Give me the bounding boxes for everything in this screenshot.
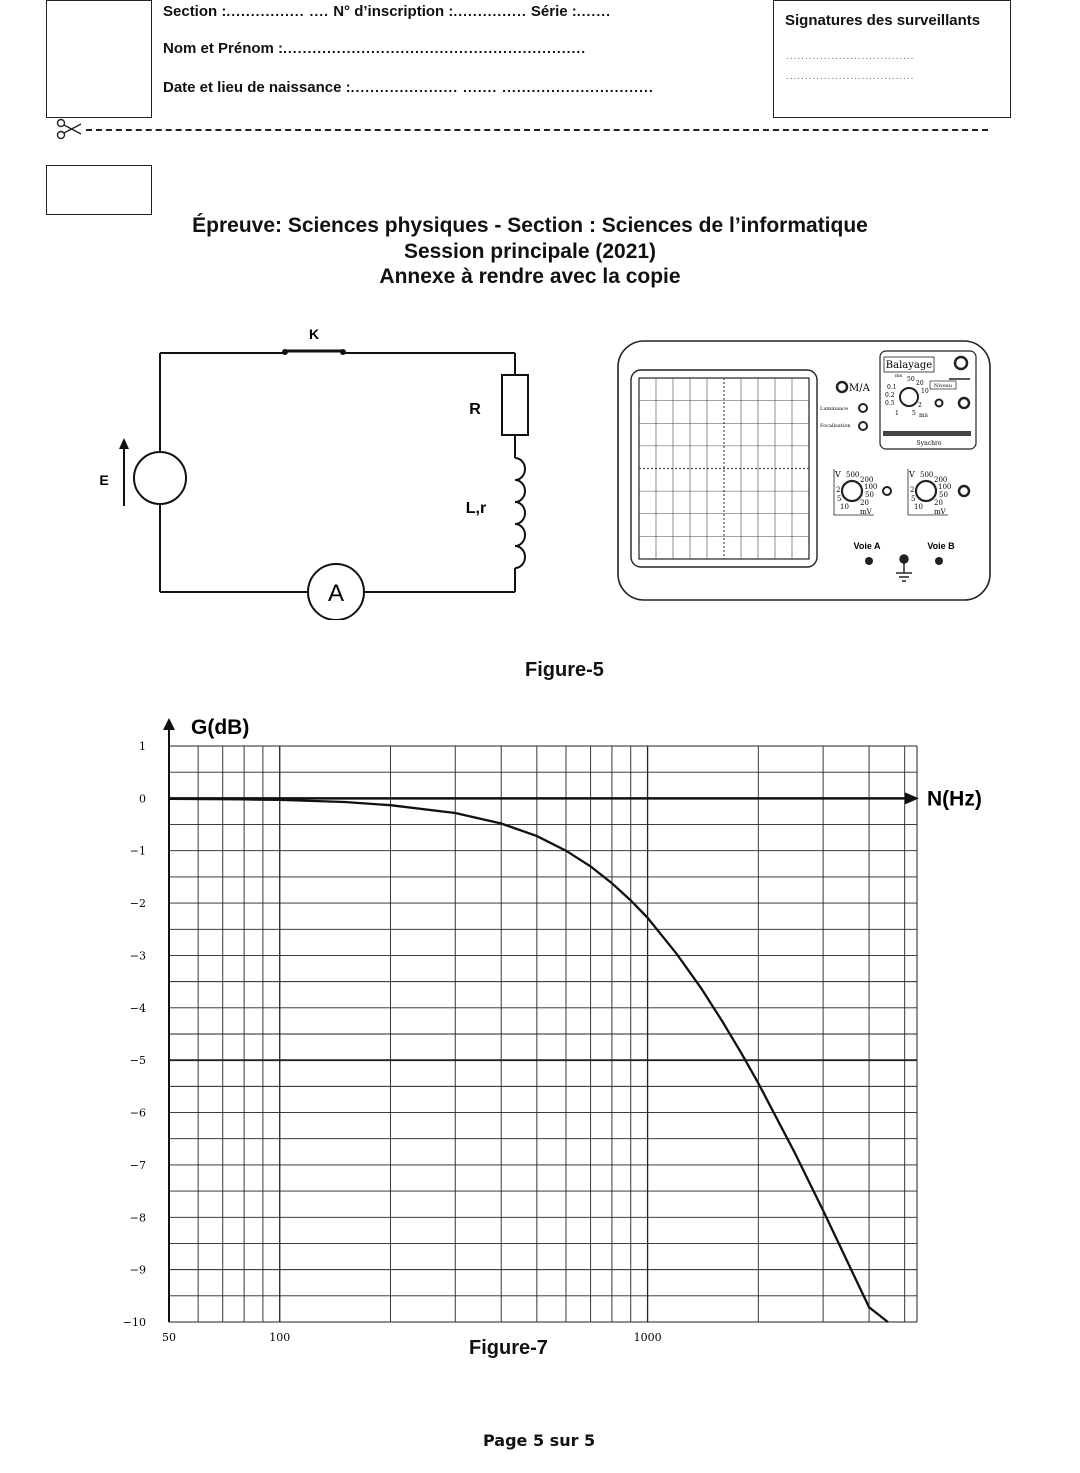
timebase-mark-2: 2	[918, 402, 922, 409]
figure-7-caption: Figure-7	[469, 1337, 548, 1359]
y-tick-label: −1	[129, 844, 146, 858]
photo-box	[46, 0, 152, 118]
resistor-label: R	[469, 401, 481, 418]
ma-label: M/A	[849, 383, 870, 394]
ammeter-label: A	[327, 580, 345, 607]
timebase-mark-05: 0.5	[885, 400, 895, 407]
channel-b-mark-50: 50	[939, 491, 948, 499]
exam-session: Session principale (2021)	[403, 240, 657, 263]
name-label: Nom et Prénom :	[163, 40, 284, 57]
channel-b-mark-5: 5	[911, 495, 916, 503]
channel-a-unit: V	[835, 470, 841, 479]
page-footer: Page 5 sur 5	[483, 1431, 596, 1450]
timebase-mark-10: 10	[921, 388, 929, 395]
name-dots: ..............................................................	[283, 40, 587, 56]
voie-b-label: Voie B	[927, 541, 955, 551]
timebase-unit: ms	[919, 412, 928, 419]
x-tick-label: 1000	[633, 1331, 662, 1344]
channel-a-unit-mv: mV	[860, 508, 872, 516]
synchro-label: Synchro	[916, 440, 942, 447]
x-tick-label: 100	[269, 1331, 291, 1344]
luminance-label: Luminance	[820, 406, 849, 412]
synchro-buttons[interactable]	[883, 431, 971, 436]
focalisation-label: Focalisation	[820, 423, 851, 429]
chart-ticks	[123, 740, 662, 1344]
channel-b-mark-10: 10	[914, 503, 923, 511]
voie-a-input[interactable]	[865, 557, 873, 565]
scissors-icon	[55, 118, 85, 140]
channel-a-mark-2: 2	[836, 486, 841, 494]
niveau-label: Niveau	[934, 383, 952, 389]
channel-b-mark-500: 500	[920, 471, 934, 479]
timebase-mark-1: 1	[895, 410, 899, 417]
y-tick-label: −3	[129, 949, 146, 963]
channel-a-mark-200: 200	[860, 476, 874, 484]
y-tick-label: −9	[129, 1263, 146, 1277]
channel-b-unit-mv: mV	[934, 508, 946, 516]
source-label: E	[99, 472, 109, 488]
chart-grid	[169, 746, 917, 1322]
section-dots: ................ ....	[226, 3, 330, 19]
cut-line	[86, 129, 988, 131]
timebase-mark-02: 0.2	[885, 392, 895, 399]
y-tick-label: −5	[129, 1054, 146, 1068]
balayage-label: Balayage	[885, 360, 933, 371]
y-tick-label: −2	[129, 897, 146, 911]
gain-chart	[0, 700, 1080, 1380]
name-field	[163, 40, 586, 57]
y-tick-label: −7	[129, 1158, 146, 1172]
y-tick-label: −4	[129, 1001, 146, 1015]
channel-b-unit: V	[909, 470, 915, 479]
section-label: Section :	[163, 3, 227, 20]
channel-b-mark-200: 200	[934, 476, 948, 484]
switch-contact-left	[282, 349, 288, 355]
switch-label: K	[308, 326, 320, 342]
y-tick-label: −10	[122, 1316, 146, 1329]
y-tick-label: 1	[139, 740, 146, 753]
timebase-mark-50: 50	[907, 376, 915, 383]
signature-dots-1: ..................................	[786, 51, 915, 62]
channel-b-mark-20: 20	[934, 499, 943, 507]
chart-axes	[163, 718, 919, 1322]
y-axis-label: G(dB)	[191, 716, 250, 739]
voltage-source	[134, 452, 186, 504]
channel-b-mark-2: 2	[910, 486, 915, 494]
channel-a-mark-10: 10	[840, 503, 849, 511]
birth-dots: ...................... ....... ...............................	[350, 79, 654, 95]
voie-b-input[interactable]	[935, 557, 943, 565]
channel-a-mark-50: 50	[865, 491, 874, 499]
section-field	[163, 3, 611, 20]
birth-label: Date et lieu de naissance :	[163, 79, 351, 96]
birth-field	[163, 79, 654, 96]
channel-a-mark-500: 500	[846, 471, 860, 479]
channel-a-mark-100: 100	[864, 483, 878, 491]
signature-dots-2: ..................................	[786, 71, 915, 82]
oscilloscope-case	[618, 341, 990, 600]
channel-b-mark-100: 100	[938, 483, 952, 491]
inscription-label: N° d’inscription :	[333, 3, 454, 20]
channel-a-mark-5: 5	[837, 495, 842, 503]
timebase-mark-5: 5	[912, 410, 916, 417]
grade-box	[46, 165, 152, 215]
exam-annex: Annexe à rendre avec la copie	[379, 265, 681, 288]
resistor	[502, 375, 528, 435]
voie-a-label: Voie A	[853, 541, 881, 551]
x-tick-label: 50	[162, 1331, 176, 1344]
figure-5-caption: Figure-5	[525, 659, 604, 681]
y-axis-arrow	[163, 718, 175, 730]
timebase-mark-01: 0.1	[887, 384, 897, 391]
signatures-label: Signatures des surveillants	[785, 12, 981, 29]
exam-title: Épreuve: Sciences physiques - Section : Sciences de l’informatique	[192, 214, 868, 237]
inscription-dots: ...............	[453, 3, 527, 19]
serie-label: Série :	[530, 3, 577, 20]
emf-arrow-head	[119, 438, 129, 449]
oscilloscope	[612, 337, 998, 607]
y-tick-label: −8	[129, 1211, 146, 1225]
switch-contact-right	[340, 349, 346, 355]
timebase-unit-top: ms	[895, 373, 903, 379]
y-tick-label: −6	[129, 1106, 146, 1120]
coil	[515, 458, 525, 568]
timebase-mark-20: 20	[916, 380, 924, 387]
channel-a-mark-20: 20	[860, 499, 869, 507]
circuit-diagram	[90, 320, 550, 620]
y-tick-label: 0	[139, 792, 146, 806]
x-axis-label: N(Hz)	[927, 787, 982, 811]
serie-dots: .......	[576, 3, 611, 19]
signatures-box	[773, 0, 1011, 118]
coil-label: L,r	[465, 500, 487, 517]
